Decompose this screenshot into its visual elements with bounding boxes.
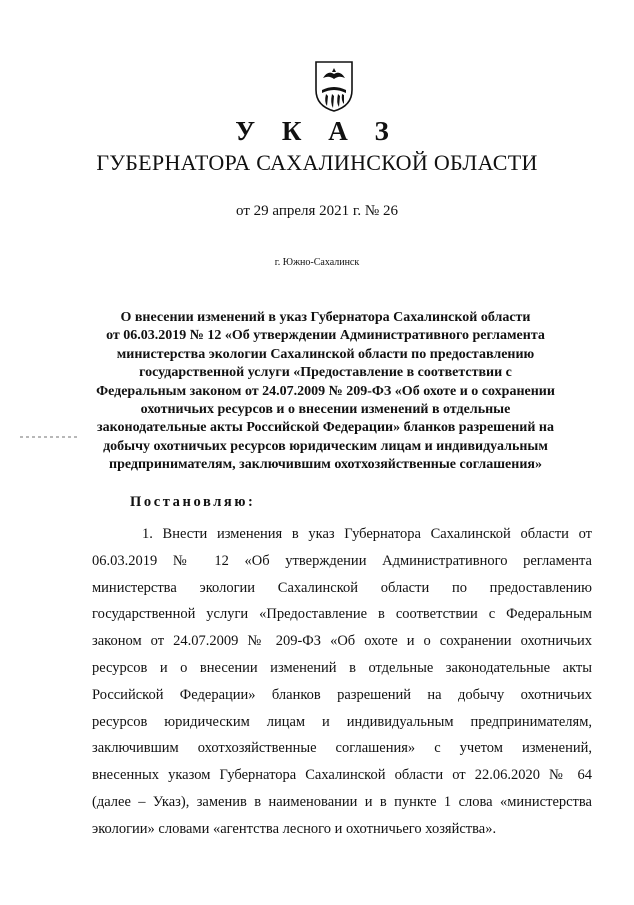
decree-word: Постановляю: (130, 494, 256, 510)
sakhalin-coat-of-arms-icon (314, 60, 354, 112)
body-line: (далее – Указ), заменив в наименовании и в пункте 1 слова «министерства (92, 793, 592, 810)
body-line: ресурсов и о внесении изменений в отдельные законодательные акты (92, 659, 592, 676)
document-city: г. Южно-Сахалинск (274, 257, 360, 268)
title-line: от 06.03.2019 № 12 «Об утверждении Административного регламента (106, 328, 545, 344)
body-line: законом от 24.07.2009 № 209-ФЗ «Об охоте и о сохранении охотничьих (92, 633, 592, 650)
document-type-heading: У К А З (235, 116, 399, 146)
title-line: О внесении изменений в указ Губернатора Сахалинской области (120, 310, 531, 325)
title-line: предпринимателям, заключившим охотхозяйственные соглашения» (109, 457, 542, 473)
body-line: государственной услуги «Предоставление в соответствии с Федеральным (92, 606, 592, 623)
issuer-heading: ГУБЕРНАТОРА САХАЛИНСКОЙ ОБЛАСТИ (96, 150, 538, 175)
title-line: министерства экологии Сахалинской области по предоставлению (116, 346, 535, 362)
body-line: 06.03.2019 № 12 «Об утверждении Административного регламента (92, 552, 592, 569)
body-line: 1. Внести изменения в указ Губернатора Сахалинской области от (142, 526, 592, 542)
title-line: государственной услуги «Предоставление в соответствии с (139, 365, 512, 381)
body-line: ресурсов юридическим лицам и индивидуальным предпринимателям, (92, 713, 592, 730)
title-line: добычу охотничьих ресурсов юридическим лицам и индивидуальным (103, 438, 548, 454)
document-title (88, 309, 563, 475)
body-line: министерства экологии Сахалинской области по предоставлению (92, 579, 592, 596)
body-line: экологии» словами «агентства лесного и охотничьего хозяйства». (92, 820, 497, 837)
document-date-number: от 29 апреля 2021 г. № 26 (236, 203, 398, 219)
title-line: законодательные акты Российской Федерации» бланков разрешений на (97, 420, 554, 436)
scan-margin-mark (20, 436, 78, 438)
body-line: внесенных указом Губернатора Сахалинской области от 22.06.2020 № 64 (92, 767, 592, 784)
body-line: заключившим охотхозяйственные соглашения» с учетом изменений, (92, 740, 592, 757)
body-line: Российской Федерации» бланков разрешений на добычу охотничьих (92, 686, 592, 703)
title-line: охотничьих ресурсов и о внесении изменений в отдельные (140, 402, 511, 418)
body-paragraph (92, 521, 592, 843)
title-line: Федеральным законом от 24.07.2009 № 209-ФЗ «Об охоте и о сохранении (96, 383, 555, 399)
